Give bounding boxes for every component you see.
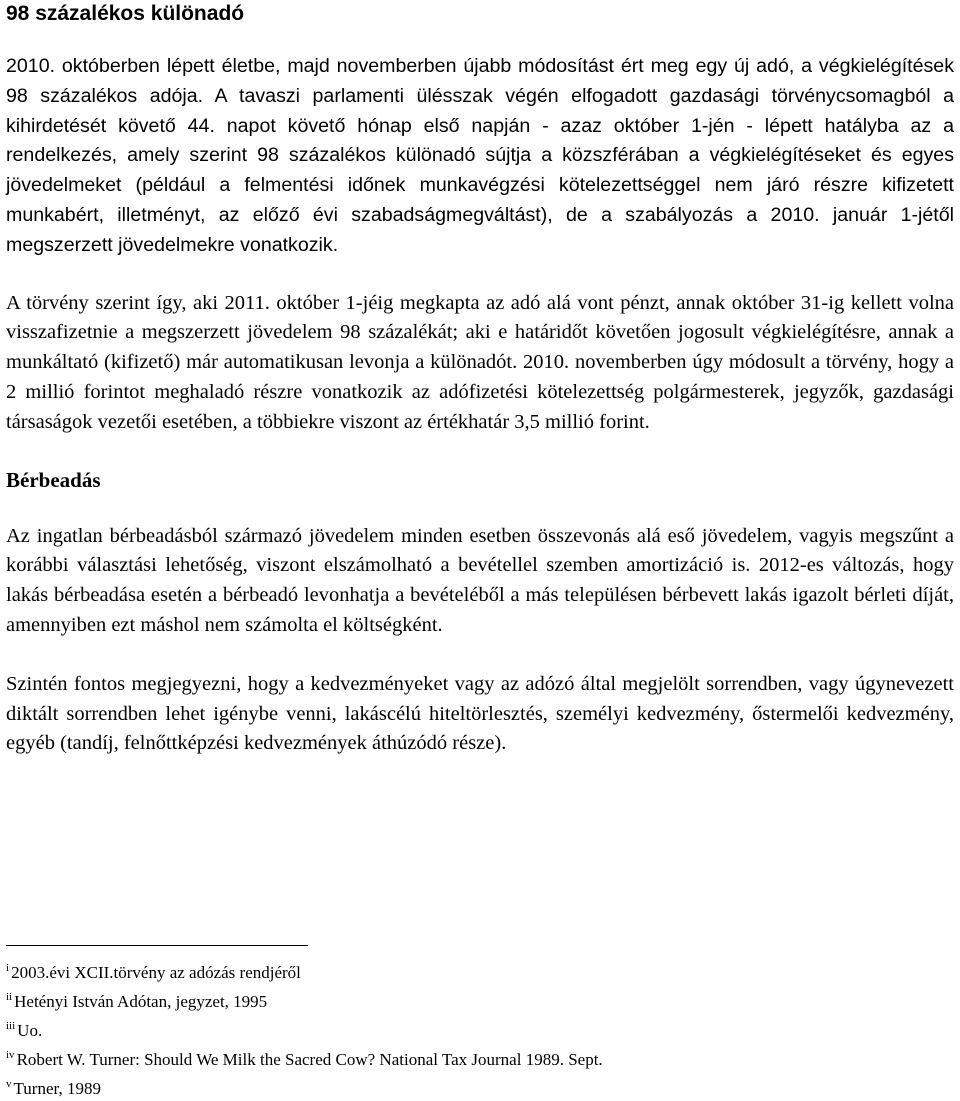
footnote-item: [6, 1072, 954, 1101]
paragraph-intro: 2010. októberben lépett életbe, majd novemberben újabb módosítást ért meg egy új adó, a végkielégítések 98 százalékos adója. A tavaszi parlamenti ülésszak végén elfogadott gazdasági törvénycsomagból a kihirdetését követő 44. napot követő hónap első napján - azaz október 1-jén - lépett hatályba az a rendelkezés, amely szerint 98 százalékos különadó sújtja a közszférában a végkielégítéseket és egyes jövedelmeket (például a felmentési időnek munkavégzési kötelezettséggel nem járó részre kifizetett munkabért, illetményt, az előző évi szabadságmegváltást), de a szabályozás a 2010. január 1-jétől megszerzett jövedelmekre vonatkozik.: [6, 55, 954, 256]
footnote-text: Robert W. Turner: Should We Milk the Sacred Cow? National Tax Journal 1989. Sept.: [16, 1050, 603, 1069]
footnotes: [6, 956, 954, 1101]
section-title: 98 százalékos különadó: [6, 2, 245, 25]
footnote-item: [6, 1014, 954, 1043]
document-page: [6, 0, 954, 759]
footnote-separator: [6, 945, 308, 946]
footnote-text: Turner, 1989: [13, 1079, 101, 1098]
footnote-marker: iv: [6, 1049, 15, 1061]
paragraph-law-details: A törvény szerint így, aki 2011. október 1-jéig megkapta az adó alá vont pénzt, annak október 31-ig kellett volna visszafizetnie a megszerzett jövedelem 98 százalékát; aki e határidőt követően jogosult végkielégítésre, annak a munkáltató (kifizető) már automatikusan levonja a különadót. 2010. novemberben úgy módosult a törvény, hogy a 2 millió forintot meghaladó részre vonatkozik az adófizetési kötelezettség polgármesterek, jegyzők, gazdasági társaságok vezetői esetében, a többiekre viszont az értékhatár 3,5 millió forint.: [6, 291, 954, 433]
paragraph-allowances: Szintén fontos megjegyezni, hogy a kedvezményeket vagy az adózó által megjelölt sorrendben, vagy úgynevezett diktált sorrendben lehet igénybe venni, lakáscélú hiteltörlesztés, személyi kedvezmény, őstermelői kedvezmény, egyéb (tandíj, felnőttképzési kedvezmények áthúzódó része).: [6, 672, 954, 755]
footnote-marker: ii: [6, 991, 13, 1003]
footnote-item: [6, 956, 954, 985]
footnote-text: 2003.évi XCII.törvény az adózás rendjéről: [11, 963, 301, 982]
section-heading-berbeadas: Bérbeadás: [6, 467, 101, 492]
paragraph-rental: Az ingatlan bérbeadásból származó jövedelem minden esetben összevonás alá eső jövedelem, vagyis megszűnt a korábbi választási lehetőség, viszont elszámolható a bevétellel szemben amortizáció is. 2012-es változás, hogy lakás bérbeadása esetén a bérbeadó levonhatja a bevételéből a más településen bérbevett lakás igazolt bérleti díját, amennyiben ezt máshol nem számolta el költségként.: [6, 524, 954, 636]
footnote-item: [6, 985, 954, 1014]
footnote-marker: iii: [6, 1020, 16, 1032]
footnote-marker: i: [6, 962, 10, 974]
footnote-marker: v: [6, 1078, 12, 1090]
footnote-text: Hetényi István Adótan, jegyzet, 1995: [14, 992, 268, 1011]
footnote-text: Uo.: [17, 1021, 43, 1040]
footnote-item: [6, 1043, 954, 1072]
